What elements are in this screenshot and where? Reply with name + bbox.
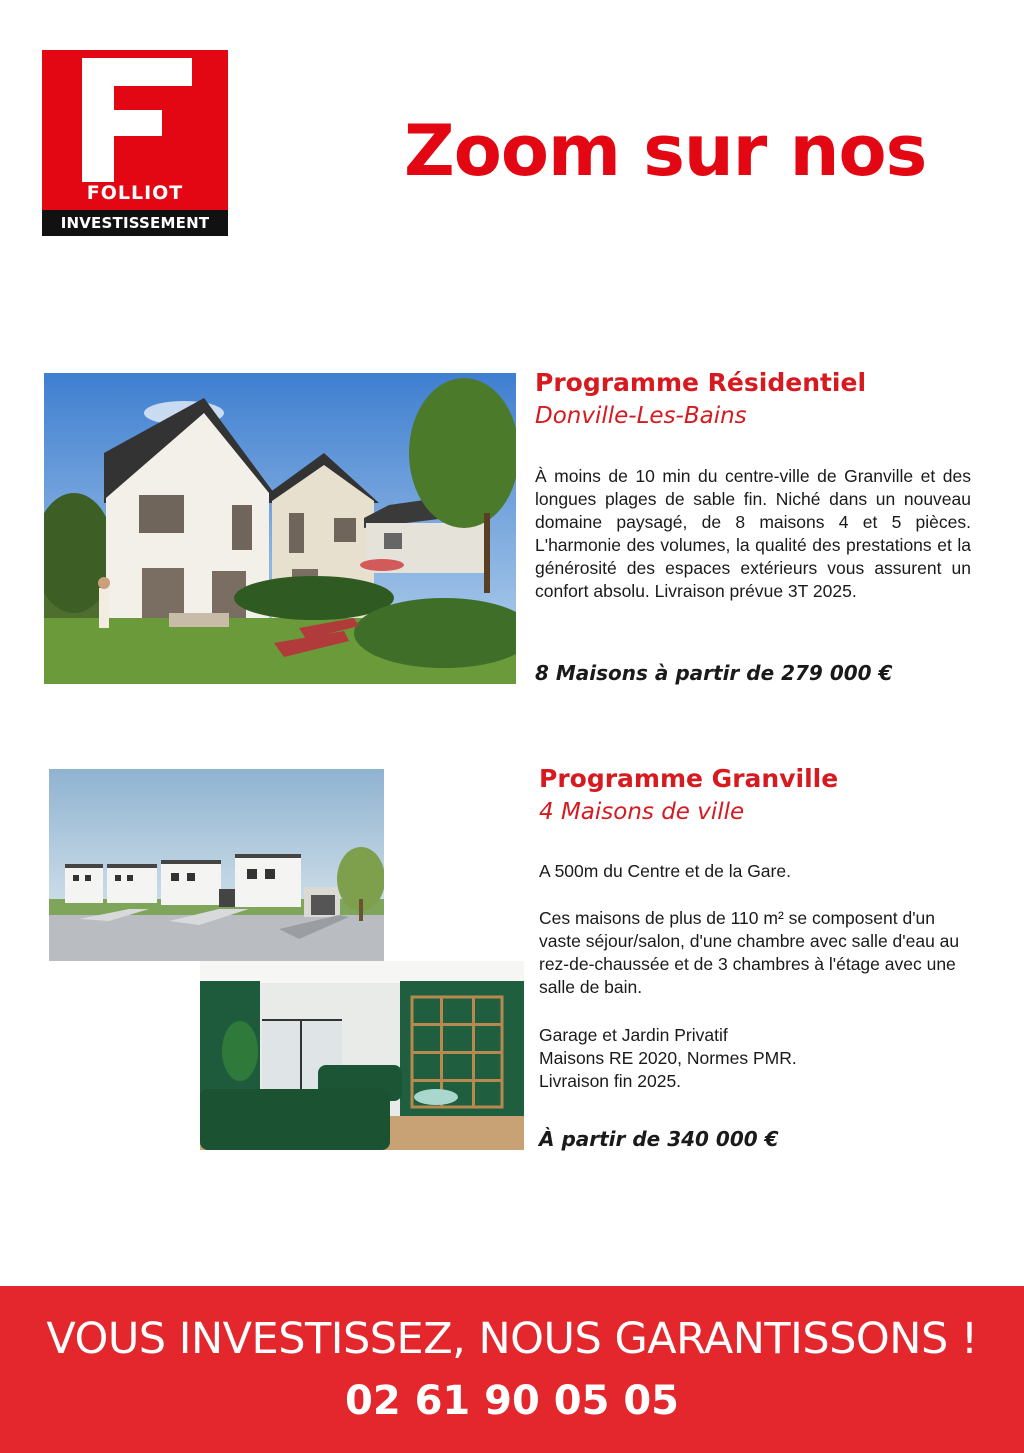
page-headline: Zoom sur nos (404, 110, 927, 192)
program-2-description: Ces maisons de plus de 110 m² se composent d'un vaste séjour/salon, d'une chambre avec salle d'eau au rez-de-chaussée et de 3 chambres à l'étage avec une salle de bain. (539, 908, 960, 997)
footer-phone-number: 02 61 90 05 05 (344, 1378, 680, 1424)
footer-slogan: VOUS INVESTISSEZ, NOUS GARANTISSONS ! (46, 1314, 978, 1364)
program-2-subtitle: 4 Maisons de ville (539, 799, 745, 825)
program-2-features (539, 1024, 979, 1093)
program-residentiel-photo (44, 373, 516, 684)
program-2-title: Programme Granville (539, 764, 839, 793)
program-1-subtitle: Donville-Les-Bains (535, 403, 747, 429)
program-granville-interior-photo (200, 961, 524, 1150)
program-2-location: A 500m du Centre et de la Gare. (539, 861, 791, 881)
program-1-title: Programme Résidentiel (535, 368, 867, 397)
program-2-feature: Livraison fin 2025. (539, 1071, 682, 1091)
program-2-price: À partir de 340 000 € (539, 1127, 779, 1151)
brand-logo (42, 50, 228, 236)
program-1-description: À moins de 10 min du centre-ville de Granville et des longues plages de sable fin. Niché dans un nouveau domaine paysagé, de 8 maisons 4 et 5 pièces. L'harmonie des volumes, la qualité des prestations et la générosité des espaces extérieurs vous assurent un confort absolu. Livraison prévue 3T 2025. (535, 466, 971, 601)
program-granville-exterior-photo (49, 769, 384, 961)
program-2-feature: Garage et Jardin Privatif (539, 1025, 728, 1045)
footer-banner (0, 1286, 1024, 1453)
logo-brand-name: FOLLIOT (86, 182, 184, 204)
logo-tagline: INVESTISSEMENT (42, 210, 228, 236)
program-2-feature: Maisons RE 2020, Normes PMR. (539, 1048, 797, 1068)
program-1-price: 8 Maisons à partir de 279 000 € (535, 661, 893, 685)
logo-letter-icon (82, 58, 192, 182)
